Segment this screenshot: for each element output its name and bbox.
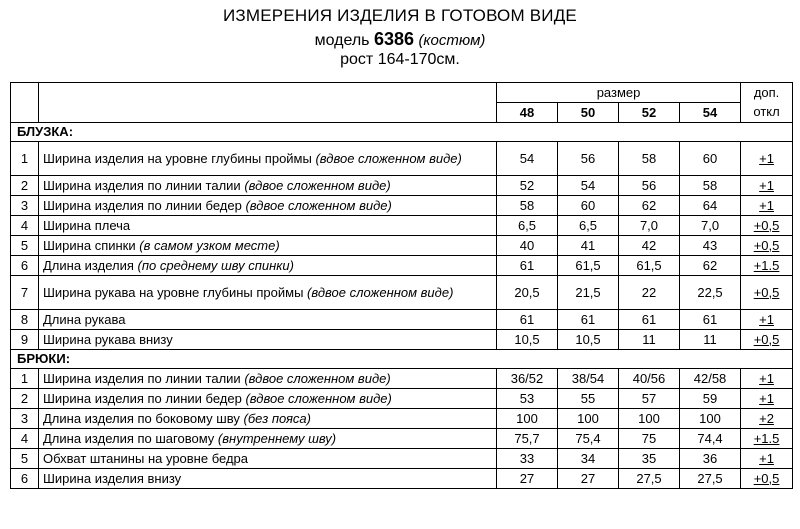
value-size-54: 7,0: [680, 216, 741, 236]
tolerance-value: +1: [741, 196, 793, 216]
value-size-48: 61: [497, 256, 558, 276]
row-number: 9: [11, 330, 39, 350]
row-number: 5: [11, 449, 39, 469]
model-number: 6386: [373, 29, 414, 49]
measurement-name: [39, 142, 497, 176]
measurement-label: Длина изделия по боковому шву: [43, 410, 240, 426]
tolerance-value: +2: [741, 409, 793, 429]
value-size-50: 61,5: [558, 256, 619, 276]
section-title: БЛУЗКА:: [11, 123, 793, 142]
tolerance-value: +1: [741, 369, 793, 389]
measurement-name: [39, 256, 497, 276]
measurement-label: Ширина изделия по линии бедер: [43, 390, 242, 406]
measurement-note: (вдвое сложенном виде): [245, 390, 392, 406]
measurement-name: [39, 310, 497, 330]
value-size-48: 58: [497, 196, 558, 216]
measurement-name: [39, 196, 497, 216]
value-size-54: 61: [680, 310, 741, 330]
row-number: 7: [11, 276, 39, 310]
header-empty-name: [39, 83, 497, 123]
measurement-note: (вдвое сложенном виде): [244, 370, 391, 386]
value-size-52: 61: [619, 310, 680, 330]
table-row: [11, 409, 793, 429]
measurement-label: Ширина изделия по линии талии: [43, 370, 241, 386]
table-row: [11, 256, 793, 276]
value-size-52: 57: [619, 389, 680, 409]
measurement-note: (вдвое сложенном виде): [315, 150, 462, 166]
table-row: [11, 449, 793, 469]
measurement-label: Ширина рукава внизу: [43, 331, 173, 347]
value-size-52: 62: [619, 196, 680, 216]
value-size-48: 61: [497, 310, 558, 330]
value-size-52: 7,0: [619, 216, 680, 236]
size-col-48: 48: [497, 103, 558, 123]
row-number: 8: [11, 310, 39, 330]
value-size-48: 53: [497, 389, 558, 409]
value-size-50: 10,5: [558, 330, 619, 350]
model-line: [0, 29, 800, 50]
value-size-48: 27: [497, 469, 558, 489]
value-size-50: 21,5: [558, 276, 619, 310]
value-size-54: 74,4: [680, 429, 741, 449]
measurement-label: Длина изделия по шаговому: [43, 430, 215, 446]
value-size-48: 36/52: [497, 369, 558, 389]
measurement-label: Ширина изделия по линии бедер: [43, 197, 242, 213]
value-size-48: 33: [497, 449, 558, 469]
value-size-52: 61,5: [619, 256, 680, 276]
value-size-54: 100: [680, 409, 741, 429]
value-size-50: 6,5: [558, 216, 619, 236]
tolerance-value: +1.5: [741, 256, 793, 276]
value-size-52: 75: [619, 429, 680, 449]
row-number: 6: [11, 256, 39, 276]
measurement-label: Ширина изделия по линии талии: [43, 177, 241, 193]
measurement-label: Длина рукава: [43, 311, 126, 327]
value-size-48: 100: [497, 409, 558, 429]
value-size-54: 11: [680, 330, 741, 350]
value-size-50: 41: [558, 236, 619, 256]
page-title: ИЗМЕРЕНИЯ ИЗДЕЛИЯ В ГОТОВОМ ВИДЕ: [223, 6, 577, 25]
value-size-54: 64: [680, 196, 741, 216]
table-row: [11, 236, 793, 256]
height-line: рост 164-170см.: [340, 51, 460, 68]
measurement-label: Обхват штанины на уровне бедра: [43, 450, 248, 466]
tolerance-value: +1: [741, 310, 793, 330]
tolerance-value: +0,5: [741, 276, 793, 310]
tolerance-value: +1.5: [741, 429, 793, 449]
row-number: 6: [11, 469, 39, 489]
value-size-54: 27,5: [680, 469, 741, 489]
value-size-54: 42/58: [680, 369, 741, 389]
tolerance-header-1: доп.: [741, 83, 793, 103]
measurement-label: Ширина плеча: [43, 217, 131, 233]
row-number: 1: [11, 369, 39, 389]
tolerance-header-2: откл: [741, 103, 793, 123]
measurement-label: Ширина спинки: [43, 237, 136, 253]
value-size-50: 38/54: [558, 369, 619, 389]
table-row: [11, 176, 793, 196]
tolerance-value: +1: [741, 389, 793, 409]
measurement-name: [39, 409, 497, 429]
measurement-label: Длина изделия: [43, 257, 134, 273]
measurement-name: [39, 276, 497, 310]
value-size-52: 27,5: [619, 469, 680, 489]
header-empty-num: [11, 83, 39, 123]
value-size-48: 52: [497, 176, 558, 196]
row-number: 2: [11, 389, 39, 409]
value-size-48: 75,7: [497, 429, 558, 449]
model-type: (костюм): [418, 32, 486, 49]
table-row: [11, 469, 793, 489]
measurement-name: [39, 469, 497, 489]
value-size-48: 10,5: [497, 330, 558, 350]
measurement-label: Ширина изделия на уровне глубины проймы: [43, 150, 312, 166]
value-size-54: 62: [680, 256, 741, 276]
measurement-name: [39, 216, 497, 236]
table-row: [11, 142, 793, 176]
measurement-note: (вдвое сложенном виде): [244, 177, 391, 193]
size-col-52: 52: [619, 103, 680, 123]
value-size-54: 22,5: [680, 276, 741, 310]
table-row: [11, 216, 793, 236]
value-size-50: 56: [558, 142, 619, 176]
measurement-label: Ширина рукава на уровне глубины проймы: [43, 284, 304, 300]
row-number: 4: [11, 216, 39, 236]
value-size-50: 75,4: [558, 429, 619, 449]
tolerance-value: +0,5: [741, 330, 793, 350]
size-header: размер: [497, 83, 741, 103]
table-row: [11, 389, 793, 409]
measurement-name: [39, 330, 497, 350]
value-size-52: 58: [619, 142, 680, 176]
tolerance-value: +0,5: [741, 469, 793, 489]
measurement-name: [39, 369, 497, 389]
measurement-label: Ширина изделия внизу: [43, 470, 182, 486]
measurement-note: (вдвое сложенном виде): [307, 284, 454, 300]
row-number: 5: [11, 236, 39, 256]
value-size-48: 6,5: [497, 216, 558, 236]
model-label: модель: [314, 32, 370, 49]
value-size-50: 54: [558, 176, 619, 196]
value-size-52: 100: [619, 409, 680, 429]
measurement-note: (без пояса): [243, 410, 311, 426]
row-number: 1: [11, 142, 39, 176]
value-size-48: 54: [497, 142, 558, 176]
value-size-50: 34: [558, 449, 619, 469]
value-size-54: 36: [680, 449, 741, 469]
value-size-52: 11: [619, 330, 680, 350]
measurement-note: (в самом узком месте): [139, 237, 280, 253]
table-row: [11, 310, 793, 330]
value-size-52: 35: [619, 449, 680, 469]
value-size-50: 27: [558, 469, 619, 489]
row-number: 3: [11, 409, 39, 429]
row-number: 4: [11, 429, 39, 449]
size-col-54: 54: [680, 103, 741, 123]
value-size-54: 59: [680, 389, 741, 409]
table-row: [11, 196, 793, 216]
measurement-name: [39, 176, 497, 196]
table-row: [11, 276, 793, 310]
measurement-note: (вдвое сложенном виде): [245, 197, 392, 213]
measurement-note: (внутреннему шву): [217, 430, 337, 446]
tolerance-value: +1: [741, 176, 793, 196]
value-size-52: 40/56: [619, 369, 680, 389]
value-size-48: 40: [497, 236, 558, 256]
value-size-50: 60: [558, 196, 619, 216]
measurements-table: [10, 82, 793, 489]
value-size-50: 61: [558, 310, 619, 330]
tolerance-value: +1: [741, 142, 793, 176]
size-col-50: 50: [558, 103, 619, 123]
table-row: [11, 369, 793, 389]
section-title: БРЮКИ:: [11, 350, 793, 369]
measurement-name: [39, 449, 497, 469]
value-size-54: 43: [680, 236, 741, 256]
value-size-54: 58: [680, 176, 741, 196]
measurement-name: [39, 389, 497, 409]
value-size-52: 56: [619, 176, 680, 196]
row-number: 2: [11, 176, 39, 196]
value-size-52: 42: [619, 236, 680, 256]
value-size-48: 20,5: [497, 276, 558, 310]
measurement-name: [39, 429, 497, 449]
measurement-name: [39, 236, 497, 256]
table-row: [11, 429, 793, 449]
value-size-54: 60: [680, 142, 741, 176]
tolerance-value: +1: [741, 449, 793, 469]
tolerance-value: +0,5: [741, 216, 793, 236]
tolerance-value: +0,5: [741, 236, 793, 256]
row-number: 3: [11, 196, 39, 216]
table-row: [11, 330, 793, 350]
measurement-note: (по среднему шву спинки): [137, 257, 294, 273]
value-size-50: 55: [558, 389, 619, 409]
value-size-52: 22: [619, 276, 680, 310]
value-size-50: 100: [558, 409, 619, 429]
